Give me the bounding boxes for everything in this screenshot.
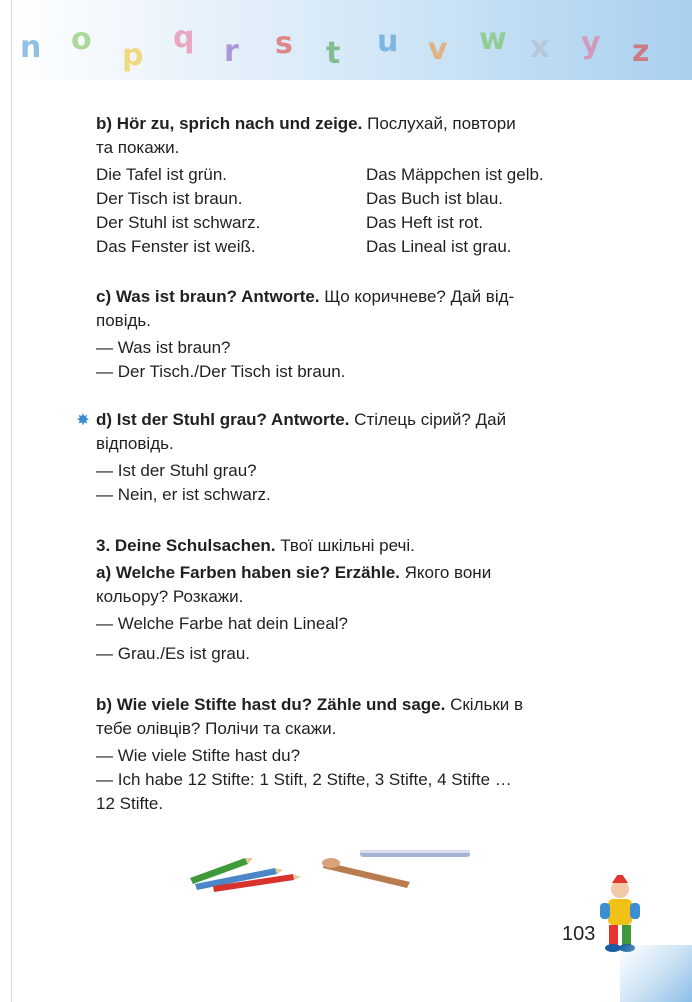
dialog-line: — Ich habe 12 Stifte: 1 Stift, 2 Stifte, 3 Stifte, 4 Stifte … (96, 770, 512, 789)
section-3b-heading-cont: тебе олівців? Полічи та скажи. (96, 719, 337, 738)
banner-letter: s (275, 26, 293, 61)
section-d-heading (96, 408, 602, 432)
banner-letter: w (479, 22, 507, 57)
sentence-right: Das Buch ist blau. (366, 189, 504, 208)
sentence-left: Der Tisch ist braun. (96, 189, 243, 208)
section-c-heading-de: c) Was ist braun? Antworte. (96, 287, 320, 306)
dialog-line: — Der Tisch./Der Tisch ist braun. (96, 362, 346, 381)
alphabet-banner (12, 0, 692, 80)
dialog-line: — Wie viele Stifte hast du? (96, 746, 301, 765)
section-b-heading-cont: та покажи. (96, 138, 180, 157)
section-3a-heading-cont: кольору? Розкажи. (96, 587, 244, 606)
dialog-line: 12 Stifte. (96, 794, 164, 813)
bullet-star-icon: ✸ (76, 412, 90, 429)
section-3b-heading (96, 693, 602, 717)
sentence-right: Das Mäppchen ist gelb. (366, 165, 544, 184)
banner-letter: p (122, 38, 144, 73)
banner-letter: r (224, 34, 239, 69)
section-3b-heading-de: b) Wie viele Stifte hast du? Zähle und sage. (96, 695, 446, 714)
pencils-illustration (185, 840, 485, 900)
section-c-heading-cont: повідь. (96, 311, 151, 330)
section-3-heading (96, 534, 415, 558)
banner-letter: q (173, 20, 195, 55)
clown-illustration (590, 875, 650, 955)
color-sentences-table (96, 163, 606, 259)
section-3a-heading-uk: Якого вони (404, 563, 492, 582)
ruler-pencil-icon (360, 850, 470, 857)
section-d-heading-cont: відповідь. (96, 434, 174, 453)
section-b-heading-uk: Послухай, повтори (367, 114, 516, 133)
page-number: 103 (562, 923, 596, 945)
dialog-line: — Welche Farbe hat dein Lineal? (96, 614, 349, 633)
sentence-left: Die Tafel ist grün. (96, 165, 228, 184)
banner-letter: v (428, 32, 448, 67)
banner-letter: y (581, 26, 601, 61)
dialog-line: — Was ist braun? (96, 338, 231, 357)
table-row (96, 187, 606, 211)
section-b-heading (96, 112, 602, 136)
dialog-line: — Nein, er ist schwarz. (96, 485, 271, 504)
banner-letter: x (530, 30, 550, 65)
section-b-heading-de: b) Hör zu, sprich nach und zeige. (96, 114, 363, 133)
section-3-heading-uk: Твої шкільні речі. (280, 536, 415, 555)
dialog-line: — Grau./Es ist grau. (96, 644, 250, 663)
section-3b-heading-uk: Скільки в (450, 695, 524, 714)
sentence-left: Das Fenster ist weiß. (96, 237, 256, 256)
section-d-heading-uk: Стілець сірий? Дай (354, 410, 507, 429)
page-corner-decoration (620, 945, 692, 1002)
banner-letter: z (632, 34, 650, 69)
sentence-right: Das Lineal ist grau. (366, 237, 512, 256)
banner-letter: t (326, 36, 341, 71)
banner-letter: n (20, 30, 42, 65)
section-c-heading-uk: Що коричневе? Дай від- (324, 287, 515, 306)
pen-icon (322, 858, 410, 888)
banner-letter: u (377, 24, 399, 59)
table-row (96, 211, 606, 235)
page-left-edge (11, 0, 12, 1002)
table-row (96, 235, 606, 259)
section-c-heading (96, 285, 602, 309)
sentence-right: Das Heft ist rot. (366, 213, 484, 232)
banner-letter: o (71, 22, 92, 57)
table-row (96, 163, 606, 187)
section-d-heading-de: d) Ist der Stuhl grau? Antworte. (96, 410, 350, 429)
section-3a-heading-de: a) Welche Farben haben sie? Erzähle. (96, 563, 400, 582)
section-3a-heading (96, 561, 602, 585)
sentence-left: Der Stuhl ist schwarz. (96, 213, 261, 232)
dialog-line: — Ist der Stuhl grau? (96, 461, 257, 480)
section-3-heading-de: 3. Deine Schulsachen. (96, 536, 276, 555)
